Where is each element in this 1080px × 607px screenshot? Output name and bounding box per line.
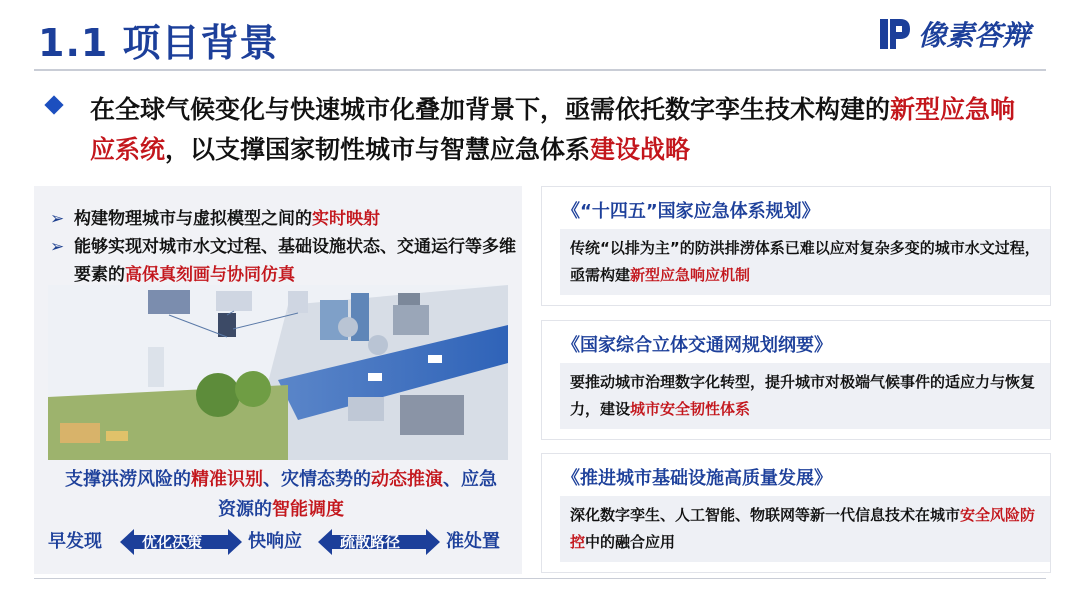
bullet-item: ➢ 能够实现对城市水文过程、基础设施状态、交通运行等多维要素的高保真刻画与协同仿真 xyxy=(50,233,520,289)
chevron-right-icon: ➢ xyxy=(50,209,65,229)
chevron-right-icon: ➢ xyxy=(50,237,65,257)
left-caption: 支撑洪涝风险的精准识别、灾情态势的动态推演、应急资源的智能调度 xyxy=(65,469,497,520)
left-bullets xyxy=(50,205,520,289)
header-divider xyxy=(34,69,1046,71)
policy-card-title: 《国家综合立体交通网规划纲要》 xyxy=(562,335,832,356)
policy-card-title: 《“十四五”国家应急体系规划》 xyxy=(562,201,820,222)
flow-step-early-detection: 早发现 xyxy=(48,531,102,552)
flow-step-quick-response: 快响应 xyxy=(248,531,302,552)
diamond-bullet-icon xyxy=(44,95,63,114)
flow-label-evacuation: 疏散路径 xyxy=(340,533,401,551)
lead-statement: 在全球气候变化与快速城市化叠加背景下，亟需依托数字孪生技术构建的新型应急响应系统，以支撑国家韧性城市与智慧应急体系建设战略 xyxy=(90,95,1016,164)
policy-card xyxy=(541,186,1051,306)
flow-label-optimize: 优化决策 xyxy=(142,533,203,551)
footer-divider xyxy=(34,578,1046,579)
policy-card-body: 深化数字孪生、人工智能、物联网等新一代信息技术在城市安全风险防控中的融合应用 xyxy=(560,496,1050,562)
logo-icon xyxy=(878,17,912,51)
flow-step-accurate-handling: 准处置 xyxy=(446,531,500,552)
digital-twin-illustration xyxy=(48,285,508,460)
policy-card-body: 传统“以排为主”的防洪排涝体系已难以应对复杂多变的城市水文过程，亟需构建新型应急响应机制 xyxy=(560,229,1050,295)
policy-card xyxy=(541,320,1051,440)
logo-text: 像素答辩 xyxy=(918,19,1031,52)
policy-card-title: 《推进城市基础设施高质量发展》 xyxy=(562,468,832,489)
policy-card-body: 要推动城市治理数字化转型，提升城市对极端气候事件的适应力与恢复力，建设城市安全韧性体系 xyxy=(560,363,1050,429)
response-flow xyxy=(48,527,518,557)
bullet-item: ➢ 构建物理城市与虚拟模型之间的实时映射 xyxy=(50,205,520,233)
policy-card xyxy=(541,453,1051,573)
brand-logo xyxy=(878,14,1030,54)
page-title: 1.1 项目背景 xyxy=(38,21,279,65)
